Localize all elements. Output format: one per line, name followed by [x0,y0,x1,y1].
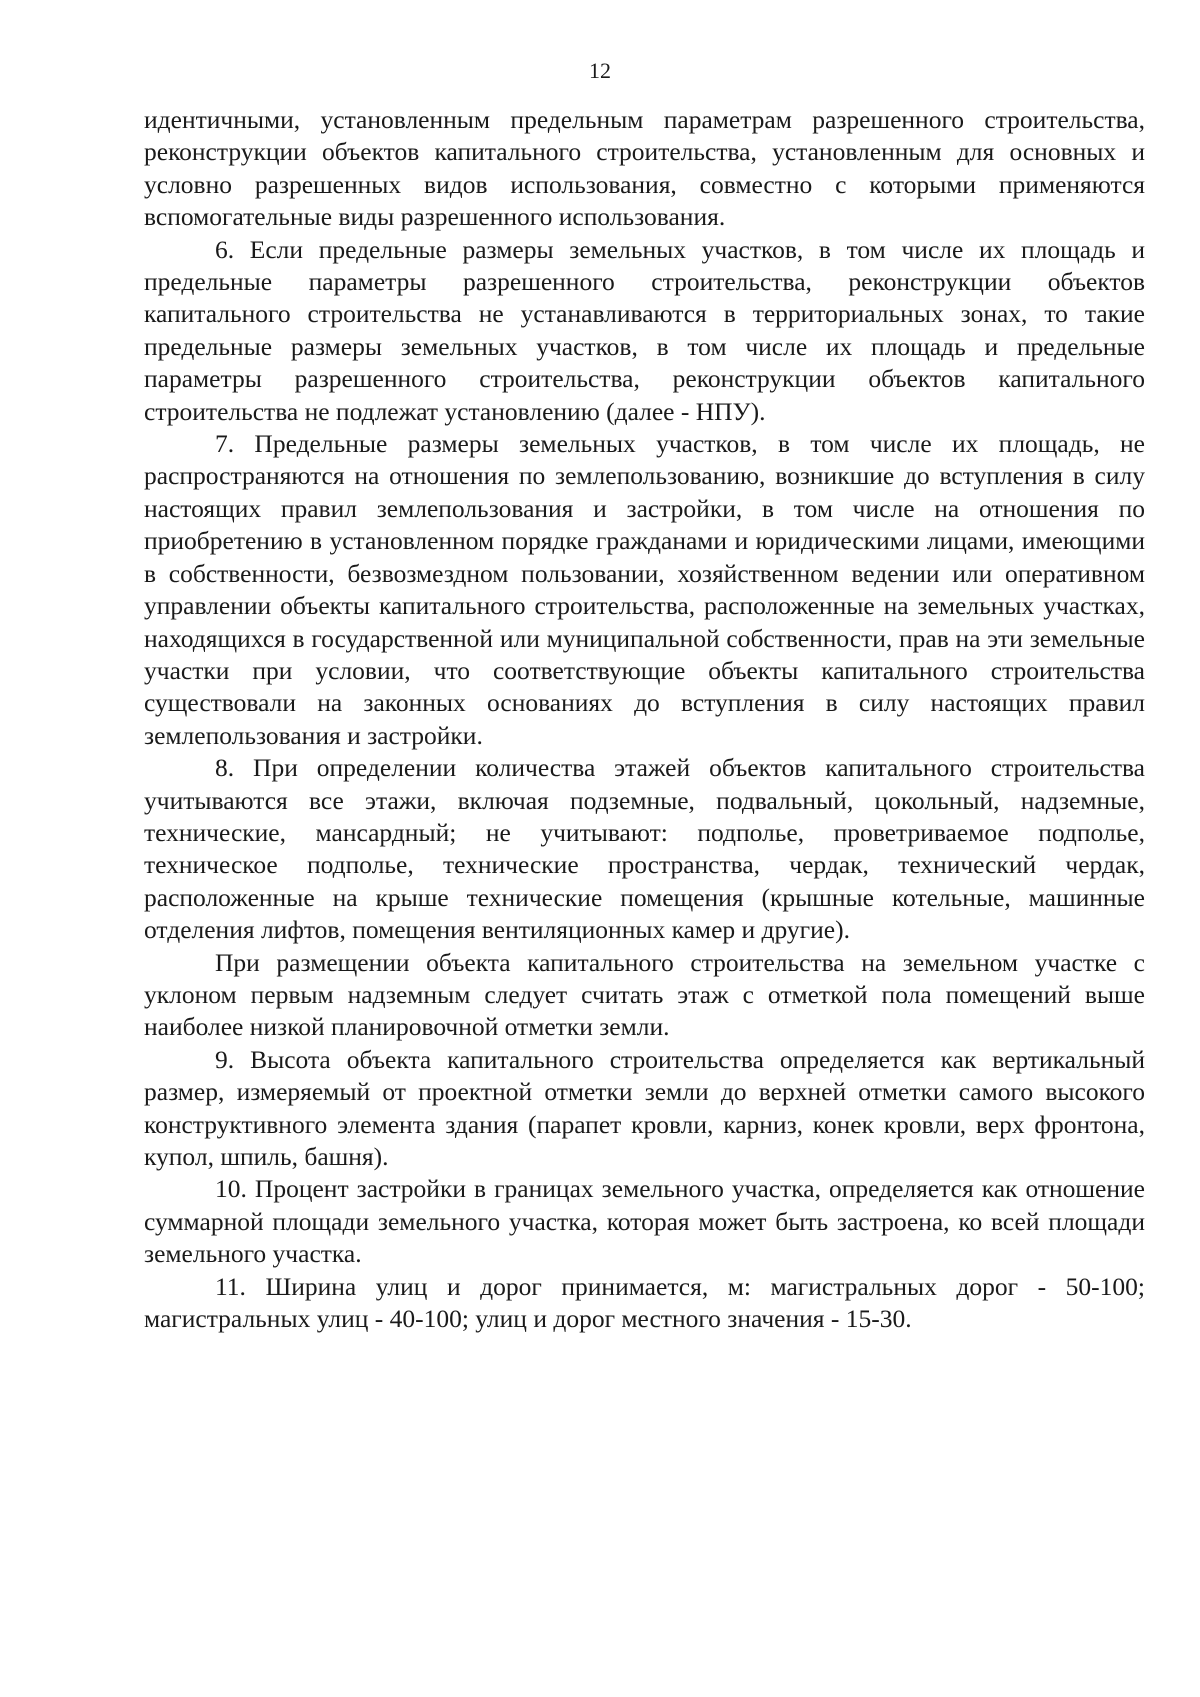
paragraph-item-8-note: При размещении объекта капитального строительства на земельном участке с уклоном первым надземным следует считать этаж с отметкой пола помещений выше наиболее низкой планировочной отметки земли. [144,947,1145,1042]
document-body [144,104,1145,1335]
paragraph-item-11: 11. Ширина улиц и дорог принимается, м: магистральных дорог - 50-100; магистральных улиц - 40-100; улиц и дорог местного значения - 15-30. [144,1271,1145,1334]
page-number: 12 [589,58,611,83]
paragraph-item-8: 8. При определении количества этажей объектов капитального строительства учитываются все этажи, включая подземные, подвальный, цокольный, надземные, технические, мансардный; не учитывают: подполье, проветриваемое подполье, техническое подполье, технические пространства, чердак, технический чердак, расположенные на крыше технические помещения (крышные котельные, машинные отделения лифтов, помещения вентиляционных камер и другие). [144,753,1145,945]
paragraph-continuation: идентичными, установленным предельным параметрам разрешенного строительства, реконструкции объектов капитального строительства, установленным для основных и условно разрешенных видов использования, совместно с которыми применяются вспомогательные виды разрешенного использования. [144,105,1145,232]
paragraph-item-7: 7. Предельные размеры земельных участков, в том числе их площадь, не распространяются на отношения по землепользованию, возникшие до вступления в силу настоящих правил землепользования и застройки, в том числе на отношения по приобретению в установленном порядке гражданами и юридическими лицами, имеющими в собственности, безвозмездном пользовании, хозяйственном ведении или оперативном управлении объекты капитального строительства, расположенные на земельных участках, находящихся в государственной или муниципальной собственности, прав на эти земельные участки при условии, что соответствующие объекты капитального строительства существовали на законных основаниях до вступления в силу настоящих правил землепользования и застройки. [144,429,1145,750]
paragraph-item-6: 6. Если предельные размеры земельных участков, в том числе их площадь и предельные параметры разрешенного строительства, реконструкции объектов капитального строительства не устанавливаются в территориальных зонах, то такие предельные размеры земельных участков, в том числе их площадь и предельные параметры разрешенного строительства, реконструкции объектов капитального строительства не подлежат установлению (далее - НПУ). [144,234,1145,426]
paragraph-item-9: 9. Высота объекта капитального строительства определяется как вертикальный размер, измеряемый от проектной отметки земли до верхней отметки самого высокого конструктивного элемента здания (парапет кровли, карниз, конек кровли, верх фронтона, купол, шпиль, башня). [144,1044,1145,1171]
paragraph-item-10: 10. Процент застройки в границах земельного участка, определяется как отношение суммарной площади земельного участка, которая может быть застроена, ко всей площади земельного участка. [144,1174,1145,1269]
